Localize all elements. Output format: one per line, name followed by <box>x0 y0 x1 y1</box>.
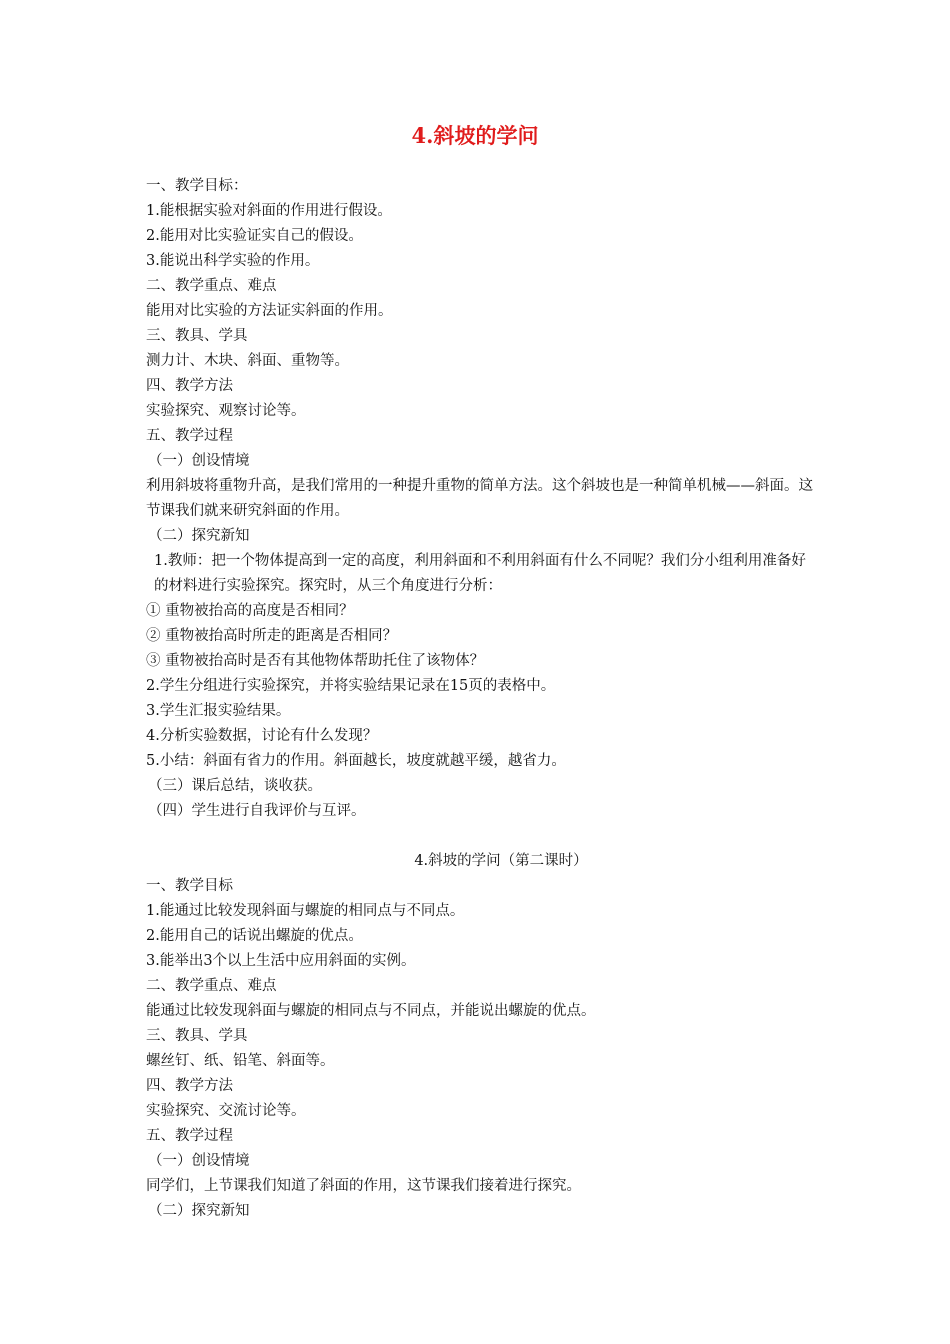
section-heading: 三、教具、学具 <box>146 1028 248 1044</box>
subsection-heading: （一）创设情境 <box>148 1153 250 1169</box>
document-body <box>146 174 816 1224</box>
text-line: 2.能用自己的话说出螺旋的优点。 <box>146 928 363 944</box>
text-line: 螺丝钉、纸、铅笔、斜面等。 <box>146 1053 335 1069</box>
text-line: 5.小结：斜面有省力的作用。斜面越长，坡度就越平缓，越省力。 <box>146 753 566 769</box>
spacer <box>146 824 816 849</box>
text-line: 能通过比较发现斜面与螺旋的相同点与不同点，并能说出螺旋的优点。 <box>146 1003 596 1019</box>
list-item: ③ 重物被抬高时是否有其他物体帮助托住了该物体？ <box>146 653 485 669</box>
section-heading: 四、教学方法 <box>146 378 233 394</box>
subsection-heading: （一）创设情境 <box>148 453 250 469</box>
subsection-heading: （四）学生进行自我评价与互评。 <box>148 803 366 819</box>
text-line: 实验探究、观察讨论等。 <box>146 403 306 419</box>
text-line: 4.分析实验数据，讨论有什么发现？ <box>146 728 378 744</box>
section-heading: 五、教学过程 <box>146 1128 233 1144</box>
section-heading: 一、教学目标： <box>146 178 248 194</box>
section-heading: 一、教学目标 <box>146 878 233 894</box>
text-line: 1.能通过比较发现斜面与螺旋的相同点与不同点。 <box>146 903 465 919</box>
text-line: 1.能根据实验对斜面的作用进行假设。 <box>146 203 392 219</box>
section-heading: 四、教学方法 <box>146 1078 233 1094</box>
paragraph: 1.教师：把一个物体提高到一定的高度，利用斜面和不利用斜面有什么不同呢？我们分小组利用准备好的材料进行实验探究。探究时，从三个角度进行分析： <box>154 553 806 594</box>
paragraph: 利用斜坡将重物升高，是我们常用的一种提升重物的简单方法。这个斜坡也是一种简单机械——斜面。这节课我们就来研究斜面的作用。 <box>146 478 813 519</box>
section-heading: 五、教学过程 <box>146 428 233 444</box>
subsection-heading: （三）课后总结，谈收获。 <box>148 778 322 794</box>
list-item: ① 重物被抬高的高度是否相同？ <box>146 603 354 619</box>
list-item: ② 重物被抬高时所走的距离是否相同？ <box>146 628 398 644</box>
text-line: 3.能举出3个以上生活中应用斜面的实例。 <box>146 953 416 969</box>
text-line: 同学们，上节课我们知道了斜面的作用，这节课我们接着进行探究。 <box>146 1178 581 1194</box>
page-title: 4.斜坡的学问 <box>411 123 539 148</box>
section-heading: 二、教学重点、难点 <box>146 278 277 294</box>
text-line: 实验探究、交流讨论等。 <box>146 1103 306 1119</box>
text-line: 能用对比实验的方法证实斜面的作用。 <box>146 303 393 319</box>
text-line: 3.学生汇报实验结果。 <box>146 703 291 719</box>
text-line: 测力计、木块、斜面、重物等。 <box>146 353 349 369</box>
text-line: 2.学生分组进行实验探究，并将实验结果记录在15页的表格中。 <box>146 678 556 694</box>
subsection-heading: （二）探究新知 <box>148 1203 250 1219</box>
section-heading: 二、教学重点、难点 <box>146 978 277 994</box>
subsection-heading: （二）探究新知 <box>148 528 250 544</box>
lesson2-title: 4.斜坡的学问（第二课时） <box>414 853 588 869</box>
section-heading: 三、教具、学具 <box>146 328 248 344</box>
text-line: 2.能用对比实验证实自己的假设。 <box>146 228 363 244</box>
text-line: 3.能说出科学实验的作用。 <box>146 253 320 269</box>
